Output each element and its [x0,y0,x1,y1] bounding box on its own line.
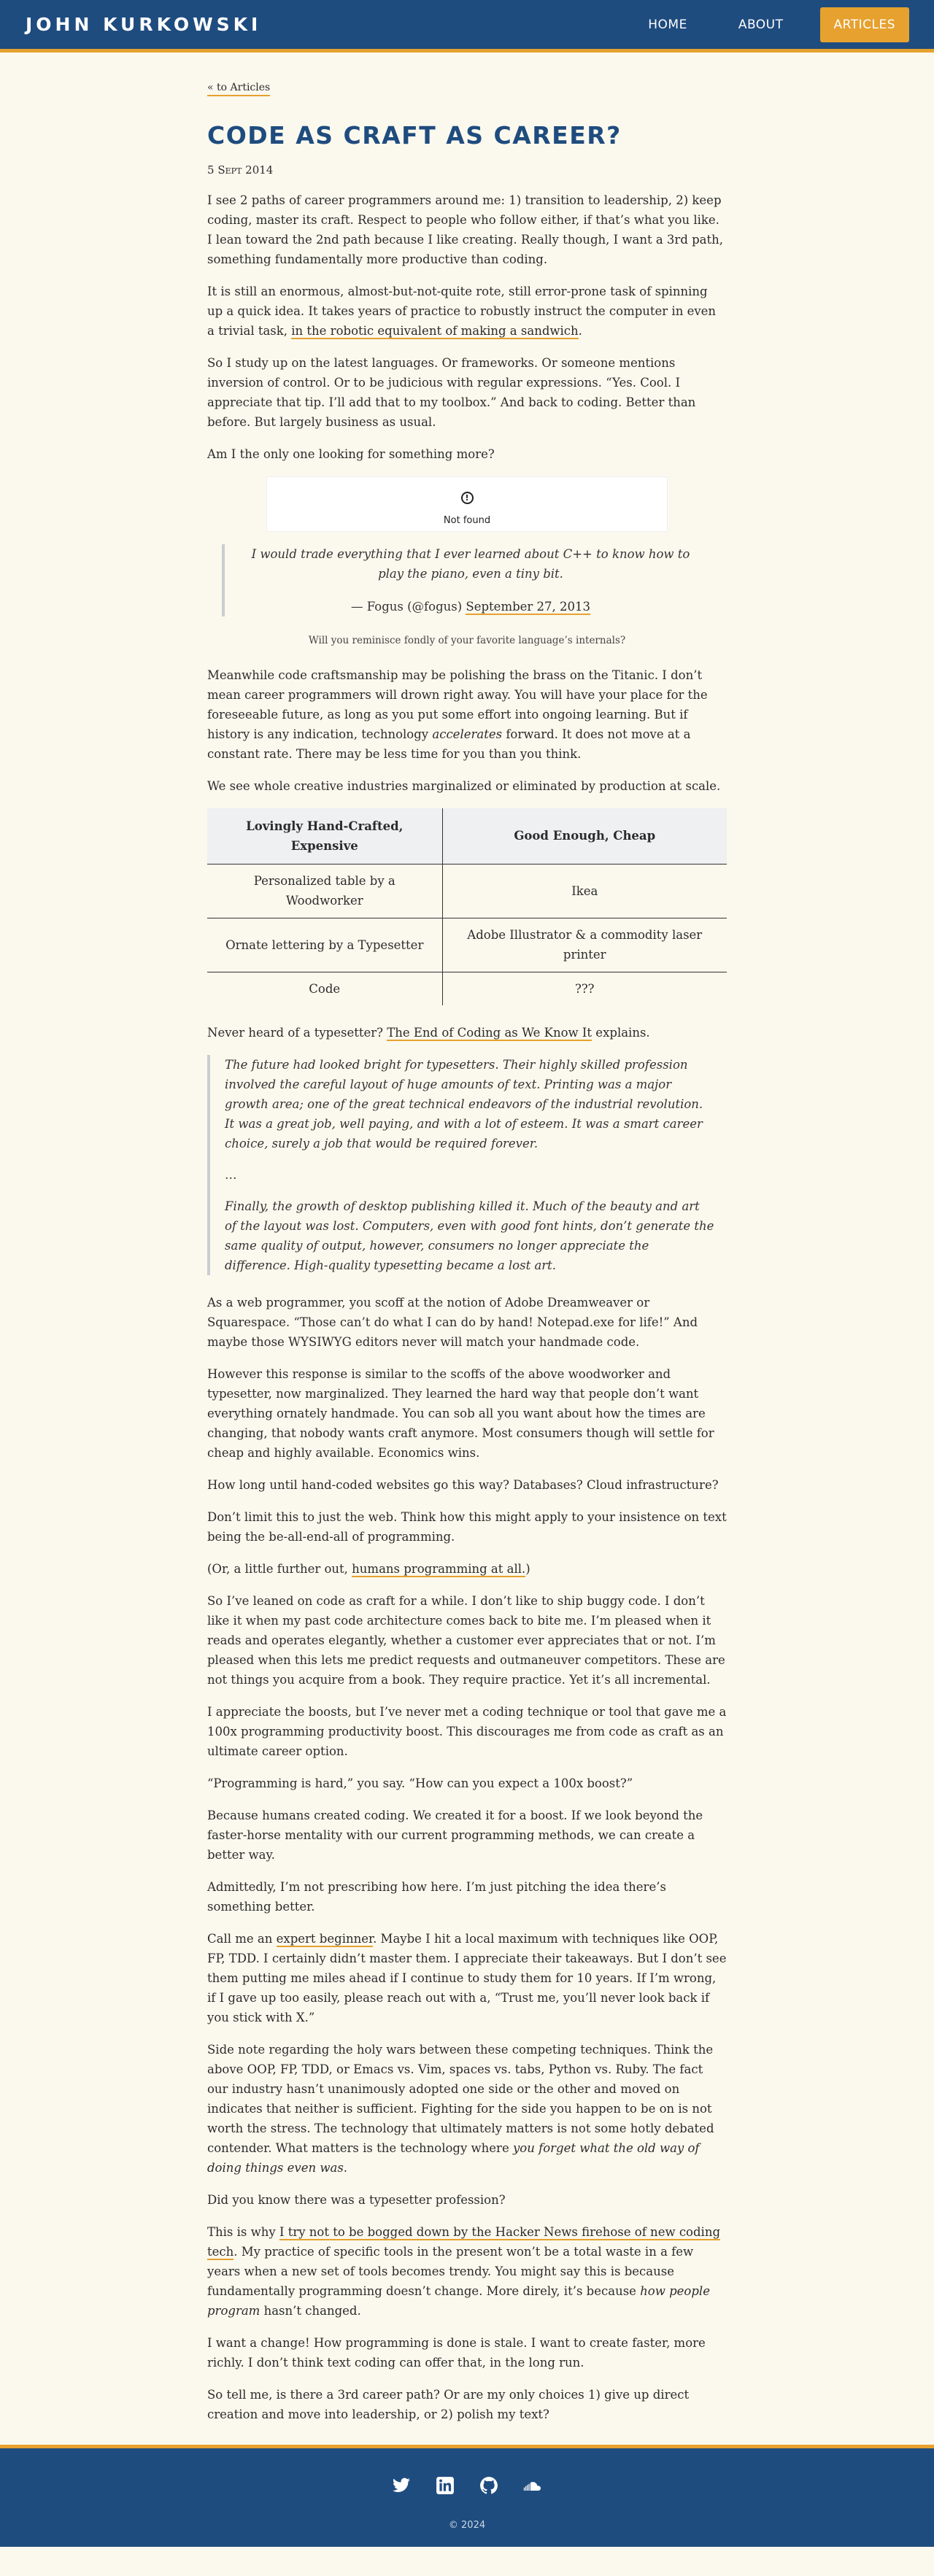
social-links [0,2476,934,2495]
paragraph: Meanwhile code craftsmanship may be polishing the brass on the Titanic. I don’t mean career programmers will drown right away. You will have your place for the foreseeable future, as long as you put some effort into ongoing learning. But if history is any indication, technology accelerates forward. It does not move at a constant rate. There may be less time for you than you think. [207,668,708,761]
table-cell: Personalized table by a Woodworker [207,864,442,918]
info-icon: ! [461,492,474,504]
paragraph: So I study up on the latest languages. Or frameworks. Or someone mentions inversion of control. Or to be judicious with regular expressions. “Yes. Cool. I appreciate that tip. I’ll add that to my toolbox.” And back to coding. Better than before. But largely business as usual. [207,356,696,429]
craft-comparison-table [207,808,727,1005]
paragraph: So I’ve leaned on code as craft for a while. I don’t like to ship buggy code. I don’t like it when my past code architecture comes back to bite me. I’m pleased when it reads and operates elegantly, whether a customer ever appreciates that or not. I’m pleased when this lets me predict requests and outmaneuver competitors. These are not things you acquire from a book. They require practice. Yet it’s all incremental. [207,1594,725,1687]
table-cell: Ornate lettering by a Typesetter [207,918,442,972]
humans-programming-link[interactable]: humans programming at all. [352,1562,526,1576]
table-header-row [207,808,727,864]
embedded-tweet-not-found [266,476,668,532]
sandwich-link[interactable]: in the robotic equivalent of making a sandwich [291,324,579,338]
main-nav [648,7,909,42]
paragraph: So tell me, is there a 3rd career path? Or are my only choices 1) give up direct creation and move into leadership, or 2) polish my text? [207,2388,690,2421]
quote-caption: Will you reminisce fondly of your favorite language’s internals? [308,635,626,646]
quote-paragraph: Finally, the growth of desktop publishing killed it. Much of the beauty and art of the layout was lost. Computers, even with good font hints, don’t generate the same quality of output, however, consumers no longer appreciate the difference. High-quality typesetting became a lost art. [225,1199,714,1272]
table-header: Good Enough, Cheap [442,808,727,864]
end-of-coding-link[interactable]: The End of Coding as We Know It [387,1026,593,1040]
paragraph: Don’t limit this to just the web. Think how this might apply to your insistence on text being the be-all-end-all of programming. [207,1510,727,1544]
date-day: 5 [207,163,215,177]
paragraph: This is why I try not to be bogged down by the Hacker News firehose of new coding tech. My practice of specific tools in the present won’t be a total waste in a few years when a new set of tools becomes trendy. You might say this is because fundamentally programming doesn’t change. More direly, it’s because how people program hasn’t changed. [207,2225,721,2318]
soundcloud-icon[interactable] [523,2476,542,2495]
paragraph: Am I the only one looking for something more? [207,447,495,461]
paragraph: (Or, a little further out, humans programming at all.) [207,1562,530,1576]
paragraph: However this response is similar to the scoffs of the above woodworker and typesetter, now marginalized. They learned the hard way that people don’t want everything ornately handmade. You can sob all you want about how the times are changing, that nobody wants craft anymore. Most consumers though will settle for cheap and highly available. Economics wins. [207,1367,714,1460]
date-year: 2014 [245,163,274,177]
expert-beginner-link[interactable]: expert beginner [276,1932,374,1946]
table-header: Lovingly Hand-Crafted, Expensive [207,808,442,864]
paragraph: I appreciate the boosts, but I’ve never met a coding technique or tool that gave me a 100x programming productivity boost. This discourages me from code as craft as an ultimate career option. [207,1705,727,1758]
quote-ellipsis: … [225,1168,237,1182]
twitter-icon[interactable] [392,2476,411,2495]
tweet-date-link[interactable]: September 27, 2013 [466,600,591,614]
table-cell: Ikea [442,864,727,918]
paragraph: I want a change! How programming is done is stale. I want to create faster, more richly. I don’t think text coding can offer that, in the long run. [207,2336,706,2370]
paragraph: How long until hand-coded websites go this way? Databases? Cloud infrastructure? [207,1478,719,1492]
fogus-quote [222,544,727,616]
table-row [207,972,727,1005]
github-icon[interactable] [479,2476,498,2495]
table-cell: Code [207,972,442,1005]
site-brand[interactable]: JOHN KURKOWSKI [26,14,262,35]
nav-about-link[interactable]: ABOUT [738,18,784,32]
paragraph: As a web programmer, you scoff at the notion of Adobe Dreamweaver or Squarespace. “Those can’t do what I can do by hand! Notepad.exe for life!” And maybe those WYSIWYG editors never will match your handmade code. [207,1296,698,1349]
table-cell: Adobe Illustrator & a commodity laser printer [442,918,727,972]
linkedin-icon[interactable] [436,2476,455,2495]
paragraph: It is still an enormous, almost-but-not-quite rote, still error-prone task of spinning up a quick idea. It takes years of practice to robustly instruct the computer in even a trivial task, in the robotic equivalent of making a sandwich. [207,285,717,338]
paragraph: Because humans created coding. We created it for a boost. If we look beyond the faster-horse mentality with our current programming methods, we can create a better way. [207,1809,703,1862]
table-cell: ??? [574,981,595,996]
not-found-text: Not found [443,515,491,526]
typesetter-quote [207,1055,727,1275]
paragraph: We see whole creative industries marginalized or eliminated by production at scale. [207,779,721,793]
paragraph: Did you know there was a typesetter profession? [207,2193,506,2207]
article-date [207,160,727,180]
quote-paragraph: The future had looked bright for typesetters. Their highly skilled profession involved the careful layout of huge amounts of text. Printing was a major growth area; one of the great technical endeavors of the industrial revolution. It was a great job, well paying, and with a lot of esteem. It was a smart career choice, surely a job that would be required forever. [225,1058,703,1150]
nav-home-link[interactable]: HOME [648,18,687,32]
date-month: Sept [217,163,242,177]
paragraph: “Programming is hard,” you say. “How can you expect a 100x boost?” [207,1776,633,1790]
hacker-news-link[interactable]: I try not to be bogged down by the Hacker News firehose of new coding tech [207,2225,721,2259]
quote-text: I would trade everything that I ever learned about C++ to know how to play the piano, even a tiny bit. [251,547,690,581]
paragraph: Never heard of a typesetter? The End of Coding as We Know It explains. [207,1026,650,1040]
table-row [207,918,727,972]
article [207,53,727,2424]
nav-articles-link[interactable]: ARTICLES [820,7,909,42]
paragraph: Side note regarding the holy wars between these competing techniques. Think the above OOP, FP, TDD, or Emacs vs. Vim, spaces vs. tabs, Python vs. Ruby. The fact our industry hasn’t unanimously adopted one side or the other and moved on indicates that neither is sufficient. Fighting for the side you happen to be on is not worth the stress. The technology that ultimately matters is not some hotly debated contender. What matters is the technology where you forget what the old way of doing things even was. [207,2043,714,2175]
article-title: CODE AS CRAFT AS CAREER? [207,121,622,150]
copyright: © 2024 [448,2520,486,2531]
site-footer [0,2445,934,2547]
quote-attribution: — Fogus (@fogus) September 27, 2013 [350,600,591,614]
back-to-articles-link[interactable]: « to Articles [207,80,270,96]
paragraph: Call me an expert beginner. Maybe I hit a local maximum with techniques like OOP, FP, TDD. I certainly didn’t master them. I appreciate their takeaways. But I don’t see them putting me miles ahead if I continue to study them for 10 years. If I’m wrong, if I gave up too easily, please reach out with a, “Trust me, you’ll never look back if you stick with X.” [207,1932,727,2024]
paragraph: Admittedly, I’m not prescribing how here. I’m just pitching the idea there’s something better. [207,1880,666,1914]
paragraph: I see 2 paths of career programmers around me: 1) transition to leadership, 2) keep coding, master its craft. Respect to people who follow either, if that’s what you like. I lean toward the 2nd path because I like creating. Really though, I want a 3rd path, something fundamentally more productive than coding. [207,193,724,266]
table-row [207,864,727,918]
site-header [0,0,934,53]
